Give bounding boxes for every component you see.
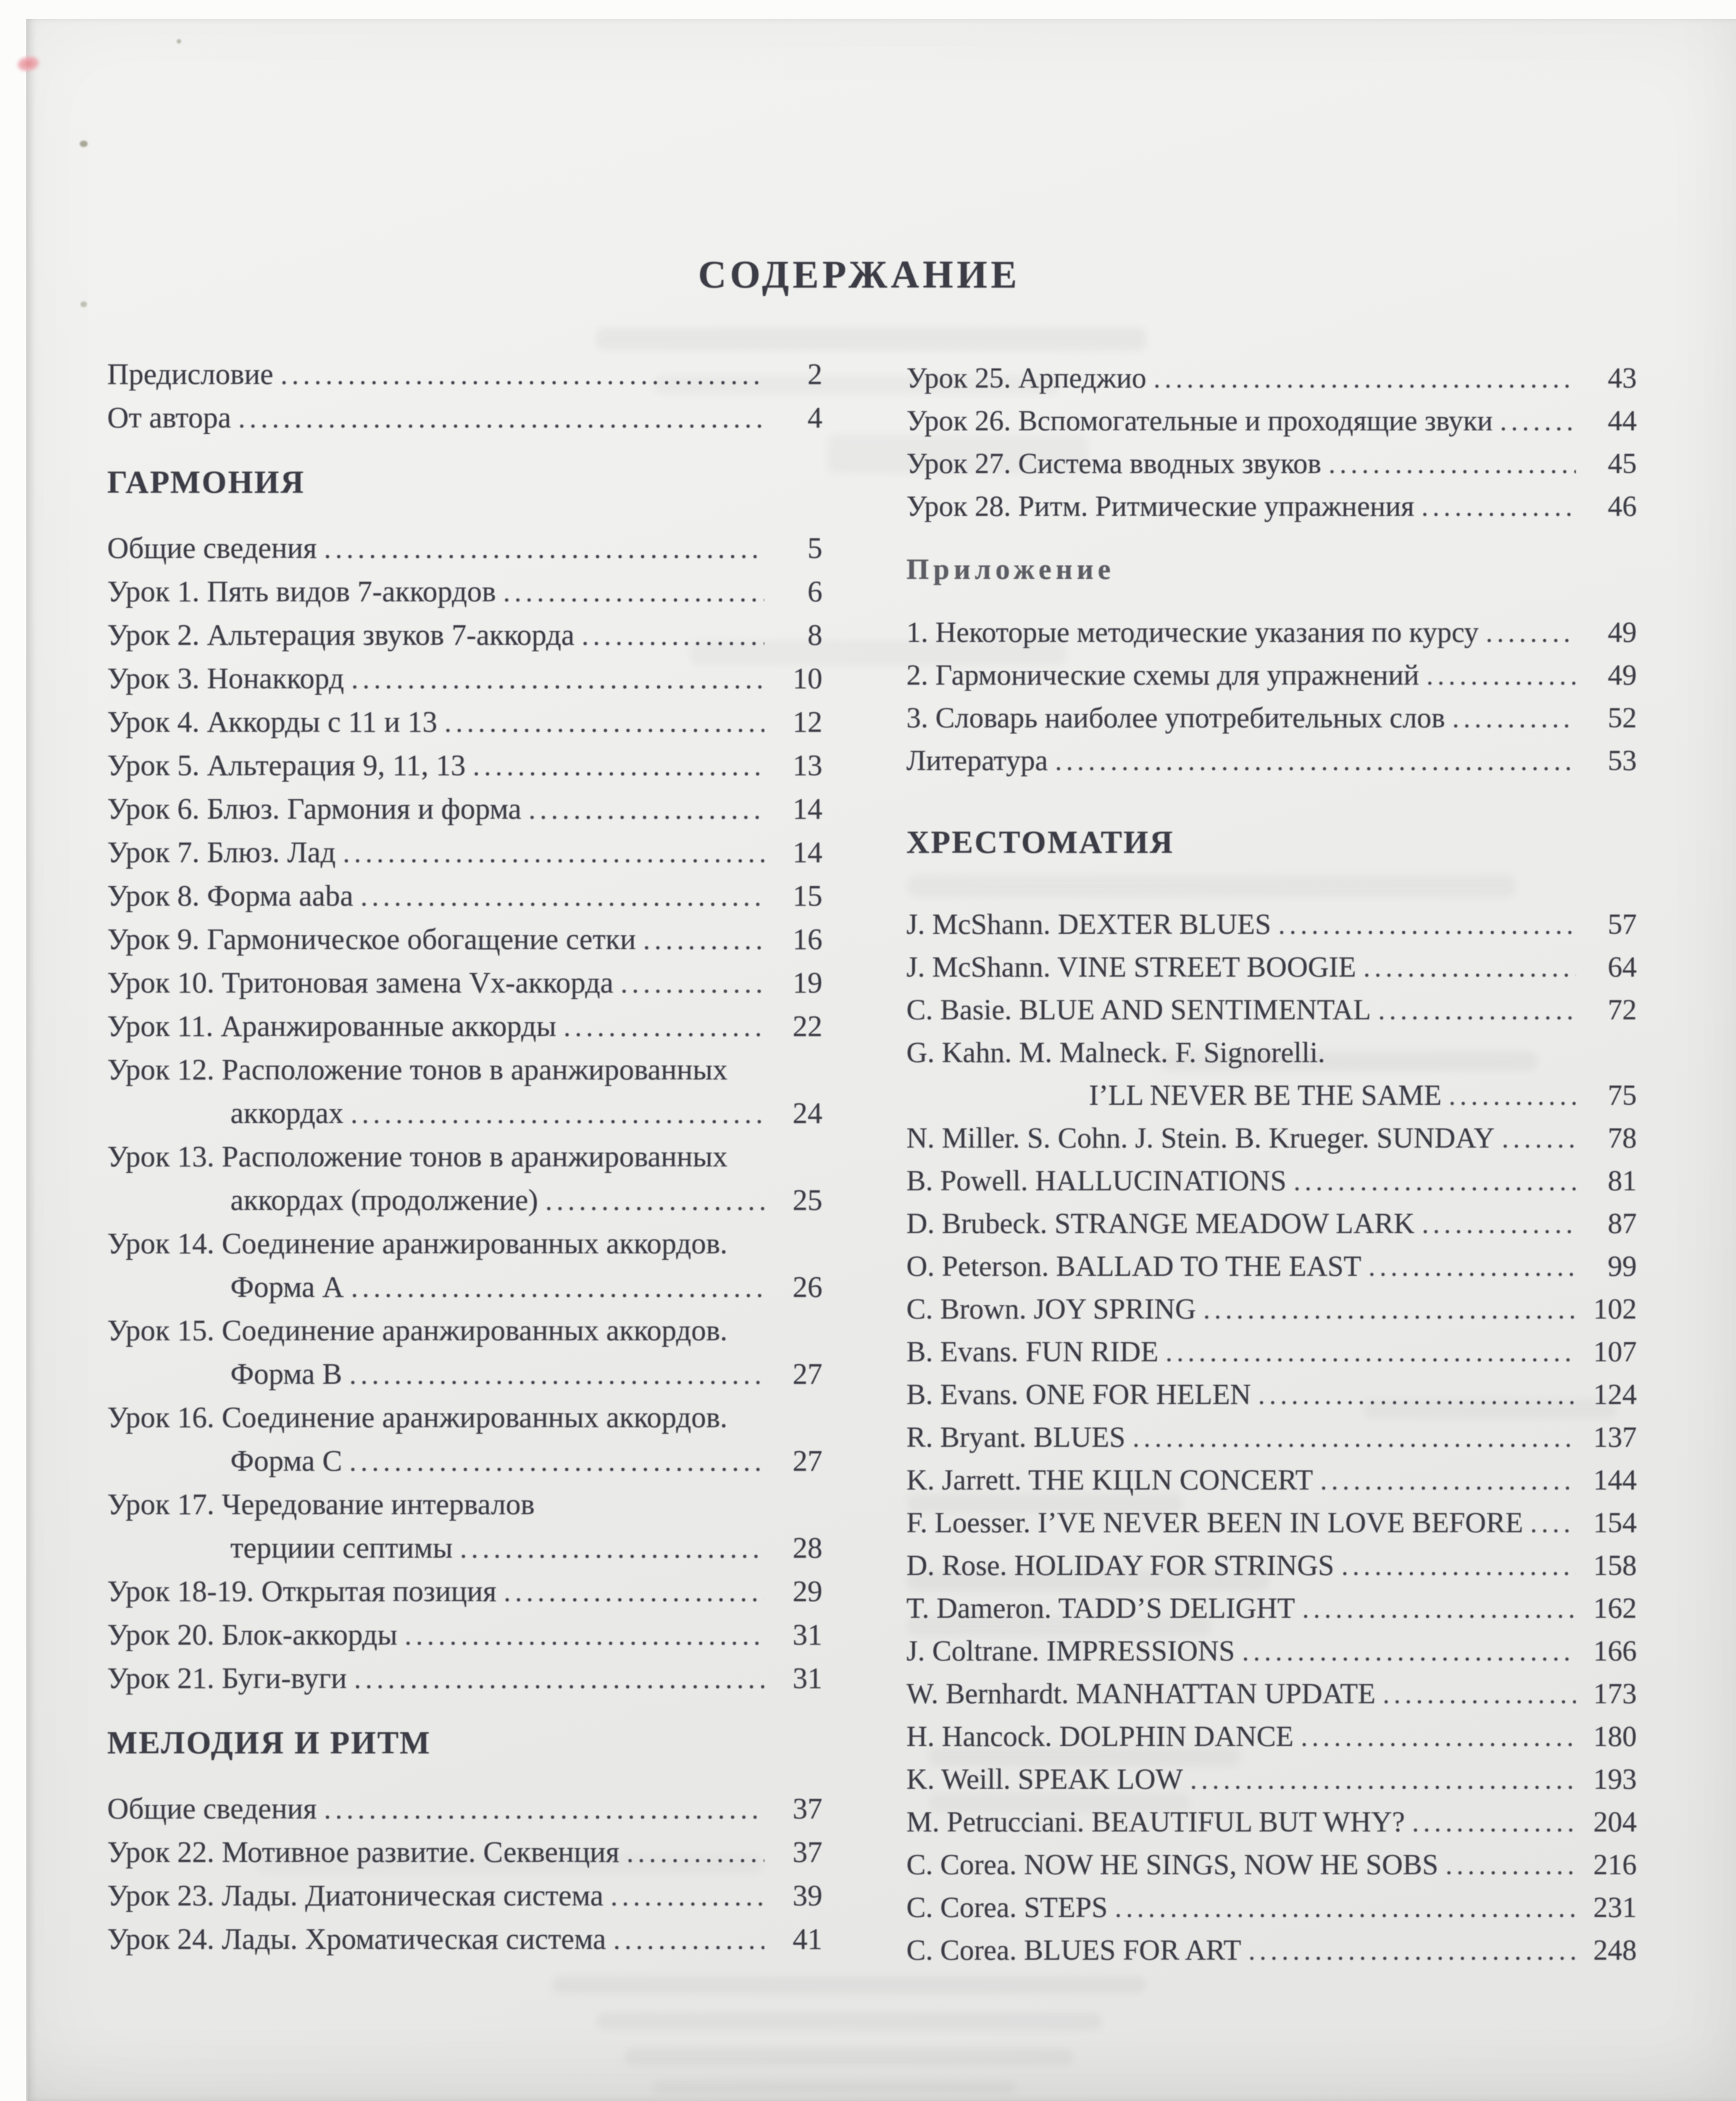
- toc-entry: [906, 1245, 1637, 1287]
- page-number: 6: [807, 575, 822, 608]
- toc-entry: [906, 1800, 1637, 1843]
- toc-entry: [107, 1178, 822, 1221]
- entry-title: Форма A: [230, 1270, 344, 1303]
- entry-title: Предисловие: [107, 357, 274, 390]
- entry-title: Общие сведения: [107, 1792, 317, 1825]
- entry-title: Урок 18-19. Открытая позиция: [107, 1574, 497, 1608]
- dot-leader: [1449, 1074, 1576, 1116]
- section-header: ГАРМОНИЯ: [107, 464, 305, 500]
- section-header: ХРЕСТОМАТИЯ: [906, 824, 1174, 860]
- entry-title: B. Powell. HALLUCINATIONS: [906, 1164, 1287, 1197]
- entry-title: C. Basie. BLUE AND SENTIMENTAL: [906, 993, 1372, 1026]
- dot-leader: [351, 1265, 765, 1308]
- dot-leader: [1422, 485, 1576, 527]
- page-number: 8: [807, 618, 822, 651]
- dot-leader: [1422, 1202, 1576, 1245]
- entry-title: C. Corea. STEPS: [906, 1891, 1108, 1924]
- entry-title: W. Bernhardt. MANHATTAN UPDATE: [906, 1677, 1376, 1710]
- page-number: 45: [1608, 447, 1637, 480]
- entry-title: Урок 13. Расположение тонов в аранжированных: [107, 1140, 728, 1173]
- entry-title: O. Peterson. BALLAD TO THE EAST: [906, 1250, 1361, 1282]
- toc-entry: [107, 1917, 822, 1960]
- page-number: 180: [1593, 1720, 1637, 1753]
- entry-title: Урок 12. Расположение тонов в аранжированных: [107, 1053, 728, 1086]
- page-number: 16: [793, 922, 822, 956]
- toc-entry: [906, 945, 1637, 988]
- toc-entry: [107, 1221, 822, 1265]
- dot-leader: [349, 1352, 764, 1395]
- dot-leader: [460, 1526, 764, 1569]
- toc-entry: [107, 569, 822, 613]
- toc-entry: [906, 1373, 1637, 1416]
- entry-title: T. Dameron. TADD’S DELIGHT: [906, 1592, 1295, 1624]
- entry-title: Урок 21. Буги-вуги: [107, 1661, 347, 1695]
- page-number: 231: [1593, 1891, 1637, 1924]
- dot-leader: [1242, 1629, 1576, 1672]
- entry-title: Урок 1. Пять видов 7-аккордов: [107, 575, 496, 608]
- entry-title: D. Brubeck. STRANGE MEADOW LARK: [906, 1207, 1415, 1240]
- dot-leader: [1320, 1458, 1576, 1501]
- entry-title: Урок 4. Аккорды с 11 и 13: [107, 705, 438, 738]
- page-number: 78: [1608, 1121, 1637, 1154]
- page-number: 193: [1593, 1763, 1637, 1795]
- toc-entry: [107, 700, 822, 743]
- toc-entry: [107, 1004, 822, 1048]
- entry-title: Урок 23. Лады. Диатоническая система: [107, 1879, 604, 1912]
- dot-leader: [1486, 611, 1576, 653]
- entry-title: K. Weill. SPEAK LOW: [906, 1763, 1183, 1795]
- toc-entry: [906, 1501, 1637, 1544]
- page-number: 49: [1608, 616, 1637, 648]
- entry-title: Урок 15. Соединение аранжированных аккордов.: [107, 1313, 728, 1347]
- page-number: 31: [793, 1618, 822, 1651]
- dot-leader: [324, 1787, 764, 1830]
- scan-speck: [177, 39, 181, 43]
- entry-title: B. Evans. ONE FOR HELEN: [906, 1378, 1251, 1411]
- entry-title: Урок 14. Соединение аранжированных аккордов.: [107, 1227, 728, 1260]
- toc-entry: [107, 917, 822, 961]
- dot-leader: [1500, 399, 1576, 442]
- page-number: 204: [1593, 1805, 1637, 1838]
- dot-leader: [1329, 442, 1576, 485]
- paper-background: [26, 19, 1736, 2101]
- dot-leader: [582, 613, 764, 656]
- toc-entry: [107, 396, 822, 439]
- page-number: 4: [807, 401, 822, 434]
- toc-entry: [906, 1929, 1637, 1971]
- page-number: 15: [793, 879, 822, 912]
- toc-entry: [906, 1074, 1637, 1116]
- toc-left-column: [107, 352, 822, 1960]
- toc-entry: [107, 1613, 822, 1656]
- dot-leader: [1115, 1886, 1576, 1929]
- toc-entry: [107, 352, 822, 396]
- page-number: 107: [1593, 1335, 1637, 1368]
- toc-entry: [107, 1308, 822, 1352]
- dot-leader: [613, 1917, 764, 1960]
- entry-title: R. Bryant. BLUES: [906, 1421, 1126, 1453]
- toc-entry: [906, 1202, 1637, 1245]
- page-number: 216: [1593, 1848, 1637, 1881]
- toc-entry: [107, 1830, 822, 1874]
- entry-title: F. Loesser. I’VE NEVER BEEN IN LOVE BEFORE: [906, 1506, 1524, 1539]
- toc-entry: [107, 1395, 822, 1439]
- toc-entry: [107, 656, 822, 700]
- toc-entry: [107, 830, 822, 874]
- toc-entry: [107, 613, 822, 656]
- page-number: 137: [1593, 1421, 1637, 1453]
- toc-entry: [906, 653, 1637, 696]
- toc-entry: [906, 1458, 1637, 1501]
- toc-entry: [906, 1031, 1637, 1074]
- entry-title: Литература: [906, 744, 1048, 777]
- dot-leader: [1453, 696, 1576, 739]
- entry-title: K. Jarrett. THE KЦLN CONCERT: [906, 1463, 1314, 1496]
- section-header: Приложение: [906, 553, 1115, 585]
- entry-title: Урок 2. Альтерация звуков 7-аккорда: [107, 618, 575, 651]
- toc-entry: [107, 1352, 822, 1395]
- dot-leader: [564, 1004, 764, 1048]
- dot-leader: [1132, 1416, 1576, 1458]
- dot-leader: [1382, 1672, 1576, 1715]
- toc-entry: [107, 874, 822, 917]
- entry-title: Урок 26. Вспомогательные и проходящие звуки: [906, 404, 1493, 437]
- entry-title: J. McShann. DEXTER BLUES: [906, 908, 1272, 940]
- dot-leader: [1278, 903, 1576, 945]
- dot-leader: [503, 569, 764, 613]
- page-number: 87: [1608, 1207, 1637, 1240]
- dot-leader: [1055, 739, 1576, 782]
- entry-title: H. Hancock. DOLPHIN DANCE: [906, 1720, 1294, 1753]
- page-number: 27: [793, 1444, 822, 1477]
- entry-title: Урок 11. Аранжированные аккорды: [107, 1009, 556, 1043]
- section-header: МЕЛОДИЯ И РИТМ: [107, 1725, 432, 1760]
- entry-title: Урок 25. Арпеджио: [906, 362, 1147, 394]
- entry-title: Форма B: [230, 1357, 343, 1390]
- page-number: 29: [793, 1574, 822, 1608]
- scan-speck: [80, 141, 88, 147]
- page-number: 25: [793, 1183, 822, 1216]
- toc-entry: [906, 1587, 1637, 1629]
- entry-title: Общие сведения: [107, 531, 317, 564]
- dot-leader: [1427, 653, 1576, 696]
- entry-title: C. Corea. NOW HE SINGS, NOW HE SOBS: [906, 1848, 1439, 1881]
- toc-entry: [107, 1656, 822, 1700]
- dot-leader: [1153, 356, 1576, 399]
- page-number: 158: [1593, 1549, 1637, 1582]
- entry-title: B. Evans. FUN RIDE: [906, 1335, 1159, 1368]
- page-number: 166: [1593, 1634, 1637, 1667]
- page-number: 26: [793, 1270, 822, 1303]
- toc-entry: [906, 1715, 1637, 1758]
- page-number: 13: [793, 748, 822, 782]
- entry-title: Урок 8. Форма aaba: [107, 879, 354, 912]
- dot-leader: [1378, 988, 1576, 1031]
- page-number: 37: [793, 1835, 822, 1868]
- dot-leader: [546, 1178, 764, 1221]
- page-number: 162: [1593, 1592, 1637, 1624]
- entry-title: J. Coltrane. IMPRESSIONS: [906, 1634, 1235, 1667]
- dot-leader: [361, 874, 764, 917]
- toc-entry: [906, 1287, 1637, 1330]
- dot-leader: [1302, 1587, 1576, 1629]
- page-number: 44: [1608, 404, 1637, 437]
- toc-entry: [107, 1135, 822, 1178]
- entry-title: J. McShann. VINE STREET BOOGIE: [906, 951, 1356, 983]
- toc-entry: [906, 611, 1637, 653]
- page-number: 12: [793, 705, 822, 738]
- entry-title: G. Kahn. M. Malneck. F. Signorelli.: [906, 1036, 1325, 1069]
- toc-entry: [107, 1482, 822, 1526]
- entry-title: Урок 27. Система вводных звуков: [906, 447, 1322, 480]
- toc-entry: [107, 743, 822, 787]
- page-number: 43: [1608, 362, 1637, 394]
- entry-title: I’LL NEVER BE THE SAME: [1089, 1079, 1442, 1111]
- toc-entry: [906, 1843, 1637, 1886]
- page-number: 173: [1593, 1677, 1637, 1710]
- page-number: 124: [1593, 1378, 1637, 1411]
- dot-leader: [349, 1439, 764, 1482]
- toc-entry: [107, 1569, 822, 1613]
- toc-entry: [107, 1091, 822, 1135]
- page-number: 19: [793, 966, 822, 999]
- dot-leader: [1259, 1373, 1576, 1416]
- entry-title: 2. Гармонические схемы для упражнений: [906, 659, 1419, 691]
- toc-entry: [906, 739, 1637, 782]
- entry-title: C. Corea. BLUES FOR ART: [906, 1934, 1242, 1966]
- page-number: 248: [1593, 1934, 1637, 1966]
- toc-entry: [906, 1416, 1637, 1458]
- toc-content: [28, 19, 1736, 2101]
- dot-leader: [643, 917, 764, 961]
- entry-title: Урок 17. Чередование интервалов: [107, 1487, 535, 1521]
- page-number: 27: [793, 1357, 822, 1390]
- page-number: 99: [1608, 1250, 1637, 1282]
- dot-leader: [1364, 945, 1576, 988]
- toc-entry: [107, 526, 822, 569]
- page-number: 39: [793, 1879, 822, 1912]
- dot-leader: [504, 1569, 764, 1613]
- dot-leader: [611, 1874, 764, 1917]
- toc-entry: [906, 988, 1637, 1031]
- toc-entry: [906, 399, 1637, 442]
- scan-speck: [80, 301, 87, 307]
- dot-leader: [1248, 1929, 1576, 1971]
- entry-title: Форма C: [230, 1444, 343, 1477]
- entry-title: терциии септимы: [230, 1531, 453, 1564]
- toc-entry: [906, 1672, 1637, 1715]
- toc-entry: [906, 1544, 1637, 1587]
- page-number: 41: [793, 1922, 822, 1955]
- page-number: 2: [807, 357, 822, 390]
- entry-title: Урок 7. Блюз. Лад: [107, 835, 336, 869]
- page-title: СОДЕРЖАНИЕ: [698, 253, 1021, 296]
- toc-entry: [906, 696, 1637, 739]
- entry-title: C. Brown. JOY SPRING: [906, 1292, 1196, 1325]
- toc-entry: [107, 787, 822, 830]
- dot-leader: [280, 352, 764, 396]
- page-number: 31: [793, 1661, 822, 1695]
- page-number: 14: [793, 835, 822, 869]
- page-number: 102: [1593, 1292, 1637, 1325]
- entry-title: M. Petrucciani. BEAUTIFUL BUT WHY?: [906, 1805, 1406, 1838]
- entry-title: D. Rose. HOLIDAY FOR STRINGS: [906, 1549, 1335, 1582]
- dot-leader: [1445, 1843, 1576, 1886]
- entry-title: 1. Некоторые методические указания по курсу: [906, 616, 1479, 648]
- dot-leader: [324, 526, 764, 569]
- toc-entry: [906, 903, 1637, 945]
- toc-entry: [906, 442, 1637, 485]
- toc-entry: [906, 1886, 1637, 1929]
- entry-title: Урок 6. Блюз. Гармония и форма: [107, 792, 522, 825]
- dot-leader: [351, 1091, 764, 1135]
- entry-title: 3. Словарь наиболее употребительных слов: [906, 701, 1445, 734]
- dot-leader: [1502, 1116, 1576, 1159]
- dot-leader: [529, 787, 764, 830]
- entry-title: Урок 24. Лады. Хроматическая система: [107, 1922, 606, 1955]
- entry-title: Урок 9. Гармоническое обогащение сетки: [107, 922, 636, 956]
- page-number: 10: [793, 661, 822, 695]
- toc-entry: [906, 1629, 1637, 1672]
- entry-title: Урок 5. Альтерация 9, 11, 13: [107, 748, 466, 782]
- toc-entry: [906, 1159, 1637, 1202]
- page-number: 52: [1608, 701, 1637, 734]
- dot-leader: [1166, 1330, 1576, 1373]
- toc-entry: [107, 1526, 822, 1569]
- toc-entry: [906, 1330, 1637, 1373]
- dot-leader: [1203, 1287, 1576, 1330]
- dot-leader: [1341, 1544, 1576, 1587]
- dot-leader: [1412, 1800, 1576, 1843]
- dot-leader: [473, 743, 764, 787]
- dot-leader: [238, 396, 764, 439]
- page-number: 49: [1608, 659, 1637, 691]
- page-number: 24: [793, 1096, 822, 1129]
- page-number: 22: [793, 1009, 822, 1043]
- dot-leader: [1293, 1159, 1576, 1202]
- page-number: 57: [1608, 908, 1637, 940]
- entry-title: Урок 16. Соединение аранжированных аккордов.: [107, 1400, 728, 1434]
- entry-title: Урок 20. Блок-аккорды: [107, 1618, 398, 1651]
- entry-title: аккордах (продолжение): [230, 1183, 538, 1216]
- dot-leader: [354, 1656, 764, 1700]
- entry-title: Урок 28. Ритм. Ритмические упражнения: [906, 490, 1414, 522]
- dot-leader: [1369, 1245, 1576, 1287]
- page-number: 144: [1593, 1463, 1637, 1496]
- dot-leader: [404, 1613, 764, 1656]
- page-number: 5: [807, 531, 822, 564]
- page-number: 37: [793, 1792, 822, 1825]
- dot-leader: [343, 830, 764, 874]
- dot-leader: [1530, 1501, 1576, 1544]
- toc-entry: [107, 1787, 822, 1830]
- page-number: 75: [1608, 1079, 1637, 1111]
- page-number: 154: [1593, 1506, 1637, 1539]
- dot-leader: [1190, 1758, 1576, 1800]
- toc-entry: [107, 1265, 822, 1308]
- dot-leader: [351, 656, 764, 700]
- dot-leader: [621, 961, 764, 1004]
- toc-right-column: [906, 356, 1637, 1971]
- page-number: 81: [1608, 1164, 1637, 1197]
- entry-title: аккордах: [230, 1096, 343, 1129]
- toc-entry: [906, 485, 1637, 527]
- entry-title: N. Miller. S. Cohn. J. Stein. B. Krueger. SUNDAY: [906, 1121, 1495, 1154]
- dot-leader: [627, 1830, 764, 1874]
- entry-title: Урок 10. Тритоновая замена Vx-аккорда: [107, 966, 614, 999]
- toc-entry: [107, 1439, 822, 1482]
- toc-entry: [107, 1874, 822, 1917]
- toc-entry: [107, 961, 822, 1004]
- dot-leader: [1301, 1715, 1576, 1758]
- entry-title: Урок 22. Мотивное развитие. Секвенция: [107, 1835, 619, 1868]
- toc-entry: [107, 1048, 822, 1091]
- toc-entry: [906, 1116, 1637, 1159]
- page-number: 72: [1608, 993, 1637, 1026]
- page-number: 64: [1608, 951, 1637, 983]
- dot-leader: [444, 700, 764, 743]
- page-number: 53: [1608, 744, 1637, 777]
- page-number: 46: [1608, 490, 1637, 522]
- entry-title: От автора: [107, 401, 231, 434]
- page-number: 28: [793, 1531, 822, 1564]
- entry-title: Урок 3. Нонаккорд: [107, 661, 344, 695]
- page-number: 14: [793, 792, 822, 825]
- toc-entry: [906, 1758, 1637, 1800]
- toc-entry: [906, 356, 1637, 399]
